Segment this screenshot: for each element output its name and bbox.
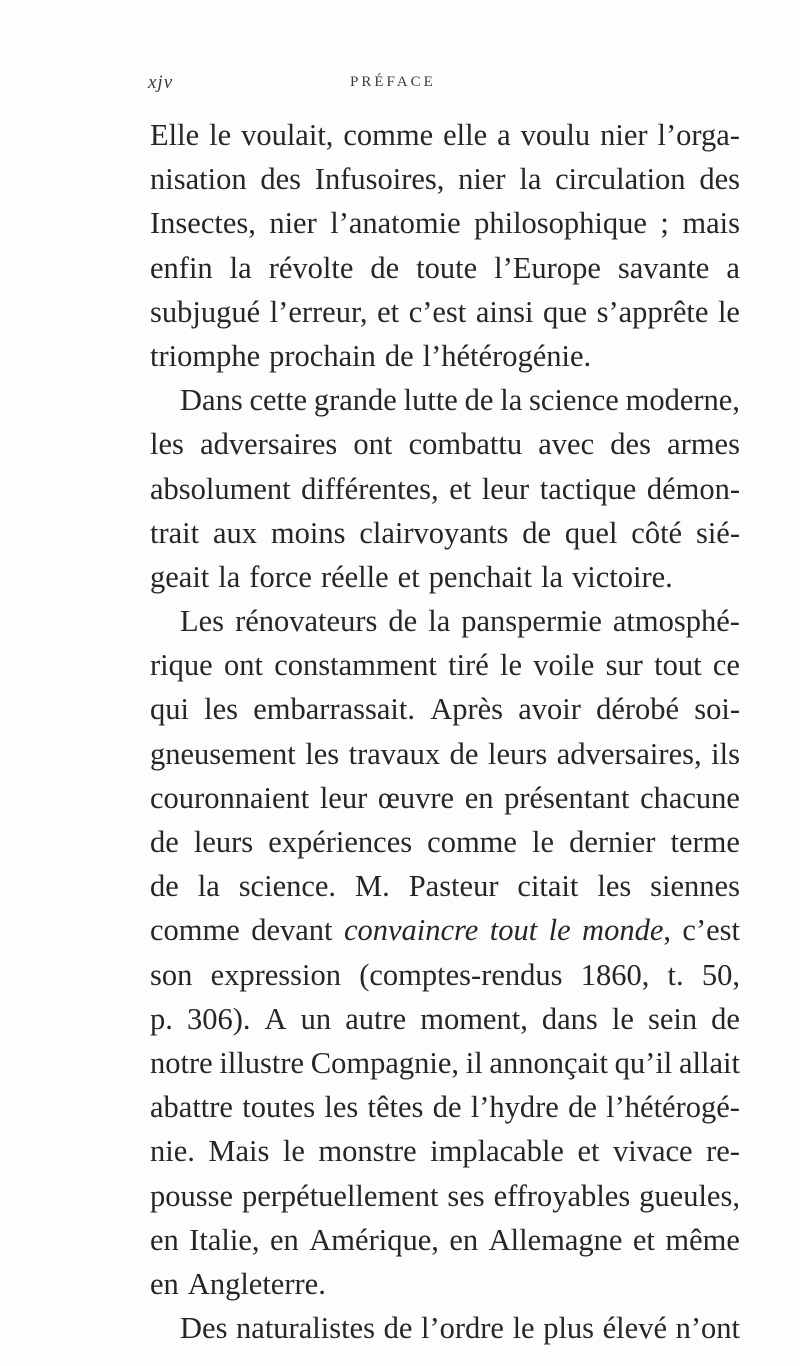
word: 50, [701,957,740,992]
word: t. [667,957,684,992]
text-line [150,953,740,997]
word: les [150,427,184,462]
word: cette [249,383,308,418]
text-line [150,113,740,157]
word: embarrassait. [253,692,415,727]
word: philosophique [474,206,647,241]
word: terme [670,825,740,859]
word: naturalistes [236,1311,375,1346]
word: le [500,648,523,683]
word: têtes [367,1090,424,1125]
word: ce [712,648,740,683]
word: sein [647,1001,698,1036]
text-line [150,643,740,687]
word: toutes [242,1090,316,1125]
word: leurs [487,736,548,771]
text-line [150,1085,740,1129]
word: n’ont [675,1311,740,1346]
word: Allemagne [488,1222,623,1257]
word: nie. [150,1134,195,1169]
word: l’orga- [657,118,740,152]
text-line [150,776,740,820]
word: de [384,338,414,373]
running-head [0,72,800,102]
word: trait [150,515,200,550]
word: leurs [193,825,254,859]
word: de [370,250,400,285]
word: circulation [555,162,686,197]
word: la [229,250,252,285]
word: convaincre [343,913,479,948]
word: de [383,1311,413,1346]
word: voile [533,648,595,683]
word: révolte [268,250,354,285]
word: science [529,383,619,418]
word: de [388,604,418,639]
word: mais [682,206,740,241]
word: l’hydre [470,1090,559,1125]
word: avoir [518,692,581,727]
text-line [150,1041,740,1085]
word: chacune [640,780,740,815]
word: moment, [420,1001,528,1036]
word: de [464,383,494,418]
word: monde, [582,913,671,948]
word: grande [313,383,397,418]
text-line [150,334,740,378]
word: rique [150,648,213,683]
word: A [264,1001,287,1036]
word: lutte [403,383,458,418]
word: devant [251,913,333,948]
word: le [282,1134,305,1169]
text-line [150,246,740,290]
word: l’hétérogénie. [422,338,592,373]
word: ainsi [475,294,534,329]
word: expériences [268,825,413,859]
word: réelle [320,559,389,594]
word: dernier [569,825,656,859]
word: Les [180,604,225,639]
word: travaux [348,736,441,771]
word: le [209,118,232,152]
word: en [150,1266,179,1301]
word: ils [711,736,740,771]
word: force [249,559,312,594]
word: comme [343,118,434,152]
word: et [377,294,400,329]
word: M. [355,869,390,904]
word: les [597,869,632,904]
word: science. [238,869,337,904]
word: le [512,1311,535,1346]
word: comme [150,913,240,948]
word: avec [538,427,595,462]
word: la [519,162,542,197]
word: moins [270,515,346,550]
word: pousse [150,1178,234,1213]
word: que [543,294,588,329]
word: Compagnie, [310,1045,460,1080]
word: autre [345,1001,407,1036]
word: ses [447,1178,485,1213]
word: adversaires [200,427,338,462]
page-number: xjv [148,72,174,93]
text-line [150,687,740,731]
word: Elle [150,118,200,152]
word: vivace [612,1134,693,1169]
word: des [260,162,302,197]
word: tout [654,648,702,683]
word: gneusement [150,736,296,771]
word: soi- [694,692,740,727]
word: la [500,383,523,418]
word: élevé [602,1311,667,1346]
word: voulu [520,118,591,152]
word: allait [678,1045,740,1080]
word: en [270,1222,299,1257]
word: a [497,118,511,152]
word: différentes, [301,471,439,506]
word: clairvoyants [359,515,509,550]
word: en [464,780,494,815]
word: le [717,294,740,329]
text-line [150,599,740,643]
word: en [150,1222,179,1257]
word: les [305,736,340,771]
word: c’est [682,913,740,948]
word: implacable [430,1134,564,1169]
word: couronnaient [150,780,310,815]
word: même [665,1222,740,1257]
word: p. [150,1001,173,1036]
word: l’hétérogé- [606,1090,740,1125]
word: geait [150,559,210,594]
text-line [150,820,740,864]
word: ; [660,206,669,241]
word: de [449,736,479,771]
word: nier [269,206,317,241]
word: combattu [408,427,523,462]
word: l’ordre [420,1311,504,1346]
word: c’est [408,294,467,329]
text-line [150,511,740,555]
word: atmosphé- [612,604,740,639]
word: Italie, [189,1222,260,1257]
word: de [522,515,552,550]
word: il [465,1045,483,1080]
word: et [577,1134,600,1169]
word: démon- [646,471,740,506]
word: de [150,869,179,904]
word: leur [481,471,530,506]
word: ont [223,648,263,683]
word: l’erreur, [269,294,368,329]
word: œuvre [377,780,455,815]
word: (comptes-rendus [359,957,563,992]
text-line [150,908,740,952]
word: tiré [448,648,489,683]
word: des [699,162,740,197]
word: comme [427,825,517,859]
word: son [150,957,193,992]
word: et [397,559,420,594]
word: les [324,1090,359,1125]
word: dérobé [596,692,680,727]
word: monstre [318,1134,417,1169]
word: la [540,559,563,594]
word: re- [706,1134,740,1169]
word: moderne, [625,383,740,418]
word: adversaires, [556,736,702,771]
word: et [632,1222,655,1257]
word: l’anatomie [330,206,461,241]
word: penchait [428,559,532,594]
word: expression [210,957,342,992]
word: savante [617,250,710,285]
word: 1860, [580,957,650,992]
word: présentant [504,780,630,815]
word: la [428,604,451,639]
word: elle [443,118,488,152]
word: panspermie [461,604,602,639]
word: constamment [274,648,437,683]
word: nier [458,162,506,197]
word: a [726,250,740,285]
word: rénovateurs [235,604,378,639]
word: nier [600,118,648,152]
word: enfin [150,250,213,285]
word: siennes [650,869,740,904]
text-line [150,555,740,599]
word: de [432,1090,462,1125]
word: tactique [539,471,637,506]
text-line [150,1174,740,1218]
word: subjugué [150,294,261,329]
word: les [204,692,239,727]
text-line [150,467,740,511]
word: côté [631,515,683,550]
word: en [449,1222,479,1257]
word: la [197,869,220,904]
word: de [150,825,179,859]
word: Insectes, [150,206,256,241]
text-line [150,1306,740,1350]
word: qui [150,692,189,727]
word: leur [319,780,368,815]
text-line [150,732,740,776]
word: de [711,1001,740,1036]
word: Infusoires, [314,162,445,197]
word: s’apprête [596,294,709,329]
word: effroyables [493,1178,631,1213]
word: de [568,1090,597,1125]
word: annonçait [489,1045,608,1080]
word: Après [430,692,504,727]
word: l’Europe [494,250,601,285]
body-text [150,113,740,1350]
word: notre [150,1045,213,1080]
word: Dans [180,383,243,418]
text-line [150,1262,740,1306]
word: Des [180,1311,228,1346]
text-line [150,864,740,908]
word: le [532,825,555,859]
word: gueules, [639,1178,740,1213]
word: abattre [150,1090,233,1125]
word: prochain [269,338,376,373]
word: victoire. [572,559,673,594]
text-line [150,422,740,466]
text-line [150,1218,740,1262]
word: armes [667,427,740,462]
word: illustre [219,1045,305,1080]
word: la [218,559,241,594]
text-line [150,290,740,334]
word: plus [543,1311,595,1346]
word: citait [517,869,579,904]
running-head-title: PRÉFACE [350,74,436,90]
word: perpétuellement [241,1178,439,1213]
word: tout [489,913,538,948]
text-line [150,201,740,245]
text-line [150,378,740,422]
word: Mais [208,1134,270,1169]
word: le [611,1001,634,1036]
word: sié- [695,515,740,550]
word: 306). [186,1001,251,1036]
word: sur [605,648,643,683]
text-line [150,1129,740,1173]
word: nisation [150,162,247,197]
word: absolument [150,471,291,506]
word: des [610,427,651,462]
word: dans [541,1001,598,1036]
word: quel [564,515,618,550]
word: Pasteur [408,869,499,904]
word: toute [416,250,478,285]
text-line [150,157,740,201]
word: ont [353,427,393,462]
word: et [449,471,472,506]
text-line [150,997,740,1041]
word: triomphe [150,338,261,373]
word: voulait, [241,118,334,152]
word: un [300,1001,332,1036]
word: aux [212,515,258,550]
word: le [548,913,571,948]
word: Amérique, [309,1222,439,1257]
word: qu’il [614,1045,673,1080]
word: Angleterre. [187,1266,326,1301]
